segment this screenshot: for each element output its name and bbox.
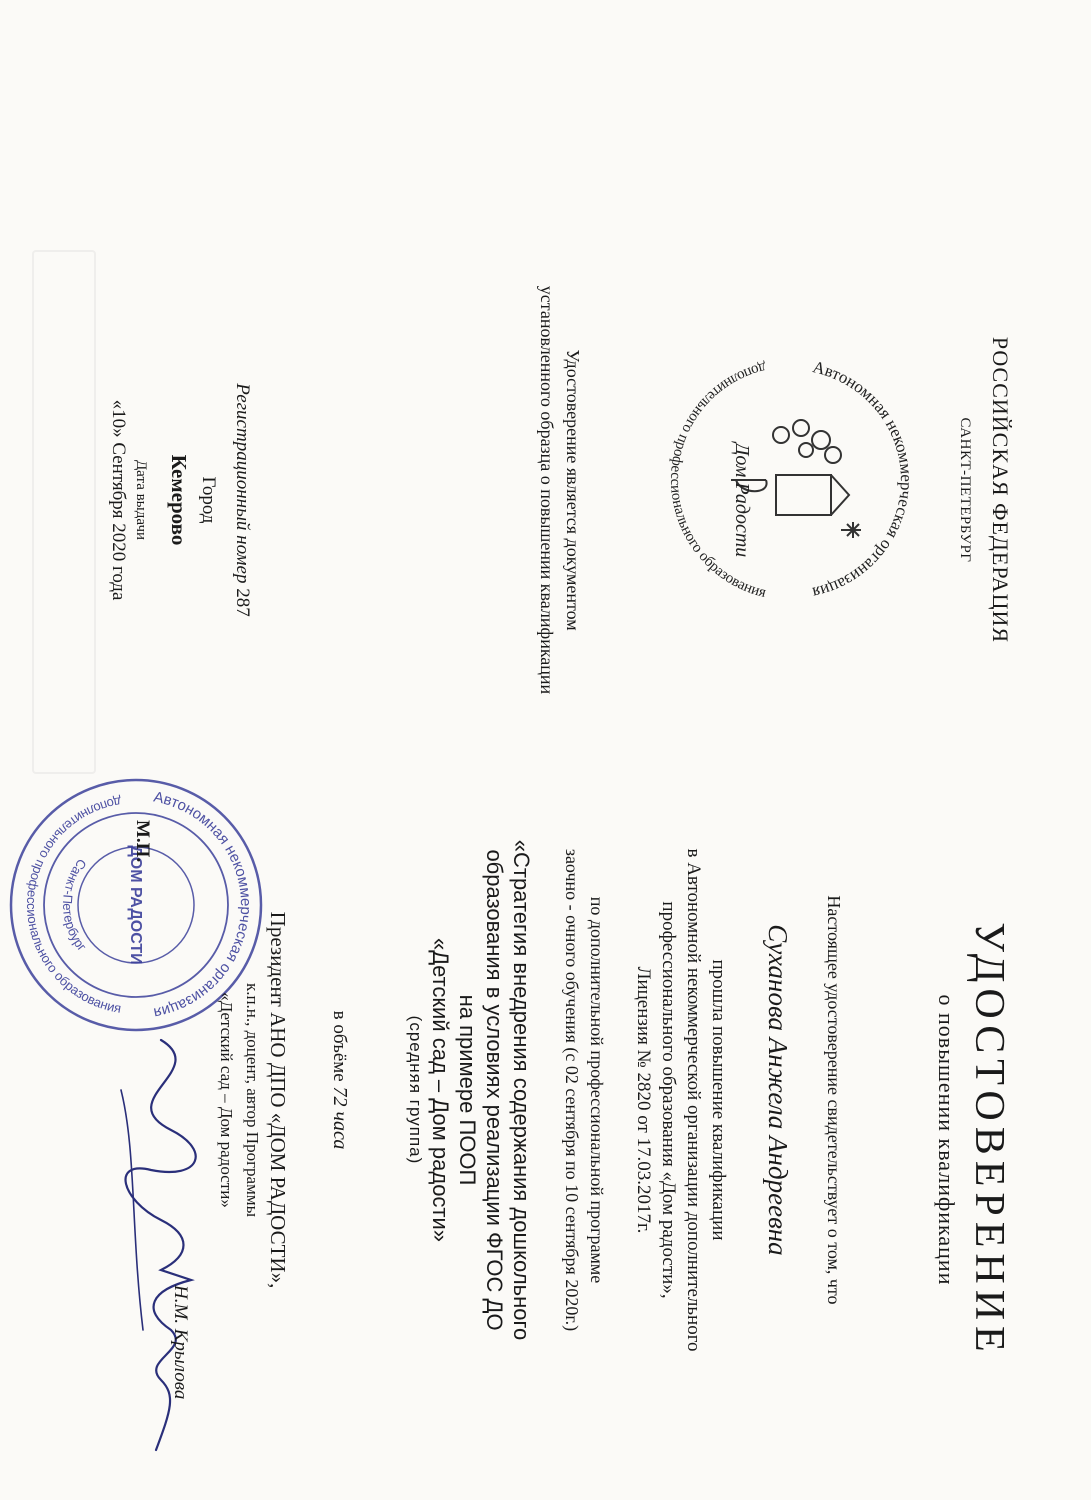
logo-seal-top-text: Автономная некоммерческая организация: [810, 357, 917, 603]
certificate-subtitle: о повышении квалификации: [934, 994, 959, 1286]
program-name-line-1: «Стратегия внедрения содержания дошкольного: [509, 839, 534, 1341]
city-heading: САНКТ-ПЕТЕРБУРГ: [957, 417, 973, 563]
stamp-place-mark: М.П.: [132, 820, 153, 863]
stamp-top-text: Автономная некоммерческая организация: [152, 788, 255, 1022]
signer-name: Н.М. Крылова: [170, 1285, 191, 1400]
volume-prefix: в объёме: [329, 1010, 350, 1082]
document-status-line-1: Удостоверение является документом: [563, 349, 583, 631]
federation-heading: РОССИЙСКАЯ ФЕДЕРАЦИЯ: [988, 336, 1013, 644]
logo-text: Дом Радости: [731, 442, 753, 558]
organization-logo-seal: [641, 330, 941, 630]
president-credentials: к.п.н., доцент, автор Программы: [243, 982, 262, 1218]
document-status-line-2: установленного образца о повышении квалификации: [537, 285, 557, 695]
organization-line-2: профессионального образования «Дом радости»,: [658, 901, 679, 1299]
program-intro: по дополнительной профессиональной программе: [587, 896, 607, 1284]
program-name-line-3: на примере ПООП: [455, 994, 480, 1186]
certificate-title: УДОСТОВЕРЕНИЕ: [966, 922, 1012, 1358]
logo-seal-bottom-text: дополнительного профессионального образования: [666, 358, 768, 602]
stamp-ring-text: Санкт-Петербург: [59, 856, 90, 954]
program-intro-block: [559, 770, 609, 1410]
program-group: (средняя группа): [406, 1015, 425, 1165]
registration-line: [231, 180, 253, 820]
issue-date: «10» Сентября 2020 года: [108, 399, 129, 601]
registration-number: 287: [232, 588, 253, 617]
volume-line: [328, 800, 351, 1360]
organization-block: [631, 800, 731, 1400]
handwritten-signature: [81, 1030, 231, 1470]
program-name-block: [427, 740, 535, 1440]
president-title: Президент АНО ДПО «ДОМ РАДОСТИ»,: [266, 911, 290, 1289]
program-name-line-4: «Детский сад – Дом радости»: [428, 937, 453, 1243]
certificate-intro: Настоящее удостоверение свидетельствует о том, что: [824, 895, 844, 1305]
faded-stamp-mark: [32, 250, 96, 774]
city-label: Город: [198, 476, 219, 524]
recipient-name: Суханова Анжела Андреевна: [763, 924, 793, 1256]
president-program: «Детский сад – Дом радости»: [217, 992, 236, 1208]
organization-line-1: в Автономной некоммерческой организации дополнительного: [683, 848, 704, 1352]
stamp-center-text: ДОМ РАДОСТИ: [127, 845, 144, 965]
svg-text:Автономная некоммерческая орга: [811, 357, 916, 603]
issue-date-label: Дата выдачи: [133, 459, 149, 541]
volume-value: 72 часа: [329, 1086, 351, 1150]
program-name-line-2: образования в условиях реализации ФГОС ДО: [482, 849, 507, 1331]
registration-label: Регистрационный номер: [232, 383, 253, 584]
license-line: Лицензия № 2820 от 17.03.2017г.: [633, 966, 654, 1234]
city-name: Кемерово: [167, 454, 191, 546]
completion-line: прошла повышение квалификации: [708, 959, 729, 1241]
svg-text:Санкт-Петербург: [60, 856, 90, 954]
document-status-note: [534, 150, 586, 830]
stamp-bottom-text: дополнительного профессионального образования: [23, 794, 123, 1016]
program-form: заочно - очного обучения (с 02 сентября по 10 сентября 2020г.): [562, 848, 582, 1332]
